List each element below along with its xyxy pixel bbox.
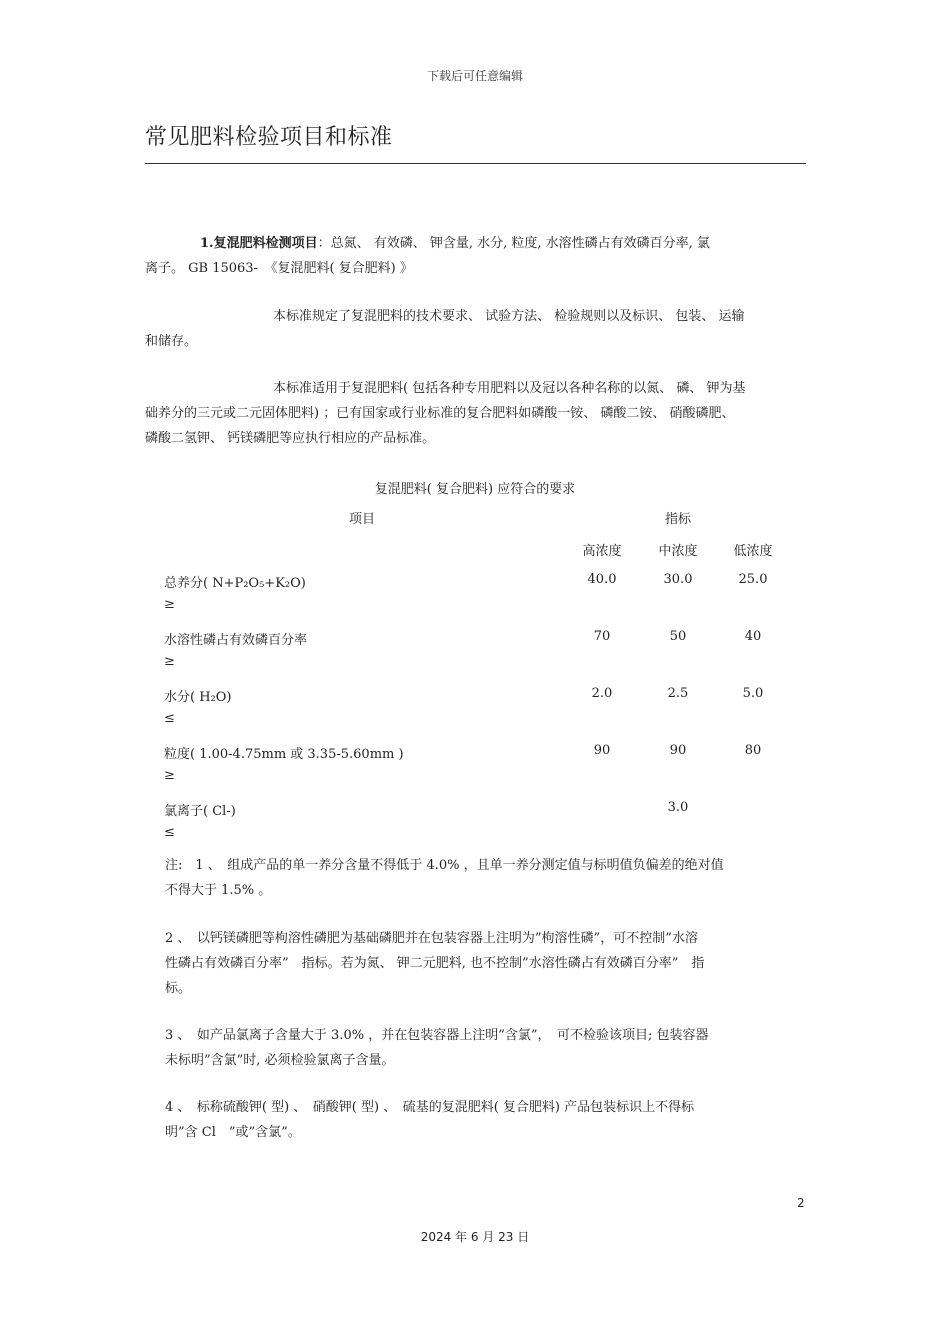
section-1-line1: ：总氮、 有效磷、 钾含量, 水分, 粒度, 水溶性磷占有效磷百分率, 氯 — [317, 236, 710, 251]
table-row-name: 水分( H₂O) — [164, 690, 232, 705]
table-header-index: 指标 — [664, 512, 691, 527]
table-header-item: 项目 — [348, 512, 375, 527]
table-cell-value: 30.0 — [663, 572, 693, 587]
table-cell-value: 2.0 — [591, 686, 613, 701]
note-4-line2: 明”含 Cl ”或”含氯”。 — [165, 1125, 301, 1140]
table-row-operator: ≤ — [164, 711, 175, 726]
note-1 — [165, 853, 785, 903]
table-cell-value: 3.0 — [667, 800, 689, 815]
note-4-line1: 4 、 标称硫酸钾( 型) 、 硝酸钾( 型) 、 硫基的复混肥料( 复合肥料) 产品包装标识上不得标 — [165, 1100, 695, 1115]
note-3-line2: 未标明”含氯”时, 必须检验氯离子含量。 — [165, 1053, 395, 1068]
table-subheader-high: 高浓度 — [582, 544, 622, 559]
document-title: 常见肥料检验项目和标准 — [145, 125, 393, 150]
title-divider — [145, 163, 806, 164]
table-row-name: 水溶性磷占有效磷百分率 — [164, 633, 308, 648]
page-header: 下载后可任意编辑 — [426, 69, 523, 83]
table-cell-value: 40 — [744, 629, 762, 644]
applicability-line3: 磷酸二氢钾、 钙镁磷肥等应执行相应的产品标准。 — [145, 431, 436, 446]
table-caption: 复混肥料( 复合肥料) 应符合的要求 — [374, 482, 576, 497]
table-cell-value: 70 — [593, 629, 611, 644]
section-1-paragraph — [145, 231, 806, 281]
table-cell-value: 80 — [744, 743, 762, 758]
scope-paragraph — [145, 304, 806, 354]
table-cell-value: 50 — [669, 629, 687, 644]
scope-line2: 和储存。 — [145, 334, 198, 349]
applicability-line1: 本标准适用于复混肥料( 包括各种专用肥料以及冠以各种名称的以氮、 磷、 钾为基 — [273, 381, 746, 396]
note-4 — [165, 1095, 785, 1145]
table-row-name: 氯离子( Cl-) — [164, 804, 236, 819]
table-cell-value: 2.5 — [667, 686, 689, 701]
table-cell-value: 90 — [593, 743, 611, 758]
table-row-operator: ≤ — [164, 825, 175, 840]
table-cell-value: 40.0 — [587, 572, 617, 587]
table-row-name: 粒度( 1.00-4.75mm 或 3.35-5.60mm ) — [164, 747, 404, 762]
page-number: 2 — [797, 1196, 805, 1210]
note-3 — [165, 1023, 785, 1073]
note-2-line3: 标。 — [165, 981, 192, 996]
note-2-line2: 性磷占有效磷百分率” 指标。若为氮、 钾二元肥料, 也不控制”水溶性磷占有效磷百分率” 指 — [165, 956, 705, 971]
table-cell-value: 90 — [669, 743, 687, 758]
applicability-line2: 础养分的三元或二元固体肥料) ；已有国家或行业标准的复合肥料如磷酸一铵、 磷酸二铵、 硝酸磷肥、 — [145, 406, 735, 421]
table-row-operator: ≥ — [164, 597, 175, 612]
note-3-line1: 3 、 如产品氯离子含量大于 3.0% ，并在包装容器上注明”含氯”， 可不检验该项目; 包装容器 — [165, 1028, 709, 1043]
section-1-lead: 1.复混肥料检测项目 — [200, 236, 318, 251]
note-1-line1: 注: 1 、 组成产品的单一养分含量不得低于 4.0% ，且单一养分测定值与标明值负偏差的绝对值 — [165, 858, 724, 873]
table-subheader-low: 低浓度 — [733, 544, 773, 559]
scope-line1: 本标准规定了复混肥料的技术要求、 试验方法、 检验规则以及标识、 包装、 运输 — [273, 309, 745, 324]
note-2 — [165, 926, 785, 1001]
table-cell-value: 25.0 — [738, 572, 768, 587]
note-1-line2: 不得大于 1.5% 。 — [165, 883, 272, 898]
table-cell-value: 5.0 — [742, 686, 764, 701]
note-2-line1: 2 、 以钙镁磷肥等枸溶性磷肥为基础磷肥并在包装容器上注明为”枸溶性磷”，可不控制”水溶 — [165, 931, 698, 946]
table-row-name: 总养分( N+P₂O₅+K₂O) — [164, 576, 306, 591]
footer-date: 2024 年 6 月 23 日 — [420, 1230, 530, 1244]
section-1-line2: 离子。 GB 15063- 《复混肥料( 复合肥料) 》 — [145, 261, 413, 276]
table-row-operator: ≥ — [164, 654, 175, 669]
applicability-paragraph — [145, 376, 806, 451]
table-subheader-medium: 中浓度 — [658, 544, 698, 559]
table-row-operator: ≥ — [164, 768, 175, 783]
